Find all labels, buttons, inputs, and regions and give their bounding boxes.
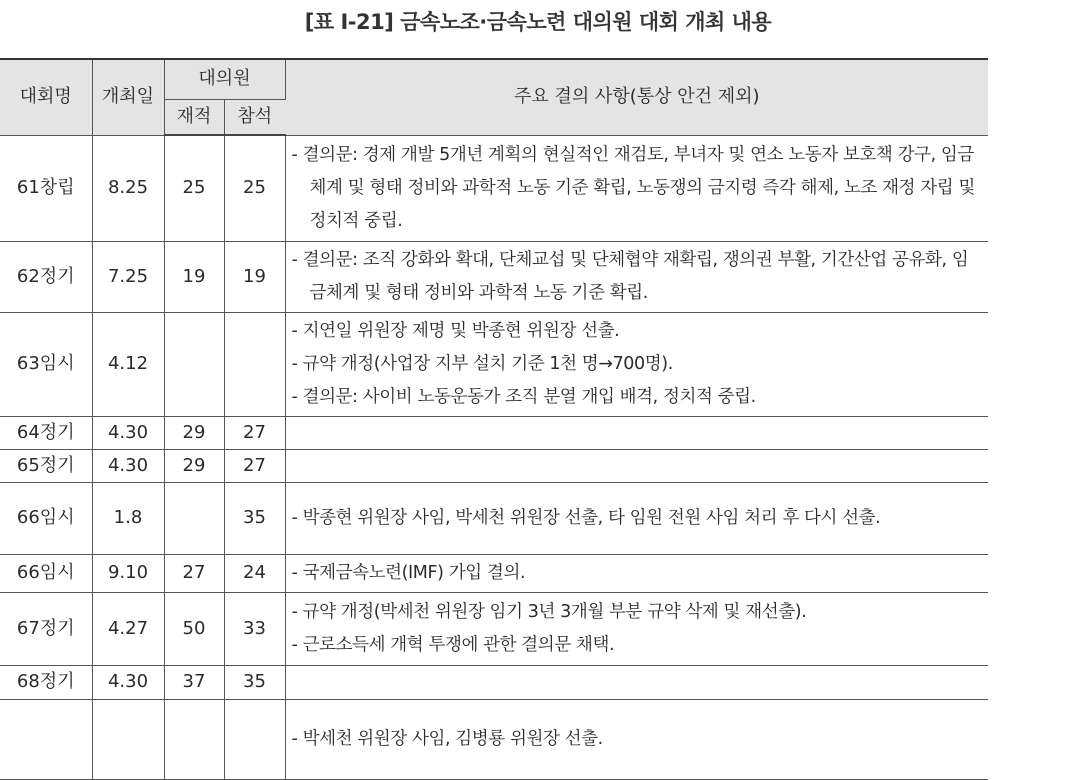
cell-resolutions bbox=[285, 665, 988, 699]
cell-name: 61창립 bbox=[0, 135, 92, 241]
cell-date: 4.30 bbox=[92, 416, 164, 449]
cell-enrolled: 27 bbox=[164, 554, 224, 592]
cell-resolutions bbox=[285, 699, 988, 779]
cell-date: 9.10 bbox=[92, 554, 164, 592]
cell-date: 4.27 bbox=[92, 592, 164, 665]
resolution-item: - 결의문: 경제 개발 5개년 계획의 현실적인 재검토, 부녀자 및 연소 노동자 보호책 강구, 임금체계 및 형태 정비와 과학적 노동 기준 확립, 노동쟁의 금지령 즉각 해제, 노조 재정 자립 및 정치적 중립. bbox=[291, 144, 975, 231]
meeting-table bbox=[0, 58, 988, 780]
cell-present: 33 bbox=[224, 592, 285, 665]
cell-date bbox=[92, 699, 164, 779]
resolution-item: - 박종현 위원장 사임, 박세천 위원장 선출, 타 임원 전원 사임 처리 후 다시 선출. bbox=[291, 507, 881, 528]
table-row bbox=[0, 416, 988, 449]
table-title: [표 Ⅰ-21] 금속노조·금속노련 대의원 대회 개최 내용 bbox=[304, 10, 772, 34]
header-enrolled: 재적 bbox=[164, 99, 224, 135]
cell-date: 1.8 bbox=[92, 482, 164, 554]
cell-resolutions bbox=[285, 554, 988, 592]
header-meeting-name: 대회명 bbox=[0, 59, 92, 135]
cell-name bbox=[0, 699, 92, 779]
table-row bbox=[0, 699, 988, 779]
header-date: 개최일 bbox=[92, 59, 164, 135]
header-delegates: 대의원 bbox=[164, 59, 285, 99]
cell-enrolled: 50 bbox=[164, 592, 224, 665]
cell-enrolled: 19 bbox=[164, 241, 224, 312]
cell-enrolled: 29 bbox=[164, 449, 224, 482]
resolution-item: - 지연일 위원장 제명 및 박종현 위원장 선출. bbox=[291, 320, 620, 341]
resolution-item: - 국제금속노련(IMF) 가입 결의. bbox=[291, 562, 526, 583]
resolution-item: - 규약 개정(박세천 위원장 임기 3년 3개월 부분 규약 삭제 및 재선출). bbox=[291, 601, 807, 622]
resolution-item: - 박세천 위원장 사임, 김병룡 위원장 선출. bbox=[291, 728, 603, 749]
resolution-item: - 근로소득세 개혁 투쟁에 관한 결의문 채택. bbox=[291, 634, 615, 655]
cell-date: 4.12 bbox=[92, 312, 164, 416]
cell-name: 66임시 bbox=[0, 554, 92, 592]
resolution-item: - 규약 개정(사업장 지부 설치 기준 1천 명→700명). bbox=[291, 353, 673, 374]
cell-enrolled bbox=[164, 699, 224, 779]
cell-resolutions bbox=[285, 592, 988, 665]
cell-present: 35 bbox=[224, 482, 285, 554]
cell-present: 19 bbox=[224, 241, 285, 312]
cell-name: 67정기 bbox=[0, 592, 92, 665]
cell-enrolled: 29 bbox=[164, 416, 224, 449]
cell-present: 25 bbox=[224, 135, 285, 241]
cell-date: 7.25 bbox=[92, 241, 164, 312]
resolution-item: - 결의문: 조직 강화와 확대, 단체교섭 및 단체협약 재확립, 쟁의권 부활, 기간산업 공유화, 임금체계 및 형태 정비와 과학적 노동 기준 확립. bbox=[291, 249, 969, 303]
cell-enrolled: 37 bbox=[164, 665, 224, 699]
table-row bbox=[0, 665, 988, 699]
cell-resolutions bbox=[285, 482, 988, 554]
cell-enrolled bbox=[164, 482, 224, 554]
table-row bbox=[0, 592, 988, 665]
cell-resolutions bbox=[285, 312, 988, 416]
cell-enrolled: 25 bbox=[164, 135, 224, 241]
cell-name: 66임시 bbox=[0, 482, 92, 554]
cell-present: 27 bbox=[224, 416, 285, 449]
table-row bbox=[0, 482, 988, 554]
header-resolutions: 주요 결의 사항(통상 안건 제외) bbox=[285, 59, 988, 135]
table-row bbox=[0, 135, 988, 241]
cell-date: 4.30 bbox=[92, 665, 164, 699]
cell-enrolled bbox=[164, 312, 224, 416]
cell-resolutions bbox=[285, 449, 988, 482]
cell-resolutions bbox=[285, 241, 988, 312]
cell-name: 62정기 bbox=[0, 241, 92, 312]
cell-date: 4.30 bbox=[92, 449, 164, 482]
resolution-item: - 결의문: 사이비 노동운동가 조직 분열 개입 배격, 정치적 중립. bbox=[291, 386, 756, 407]
header-present: 참석 bbox=[224, 99, 285, 135]
cell-name: 68정기 bbox=[0, 665, 92, 699]
cell-resolutions bbox=[285, 135, 988, 241]
cell-name: 65정기 bbox=[0, 449, 92, 482]
cell-name: 63임시 bbox=[0, 312, 92, 416]
cell-present: 35 bbox=[224, 665, 285, 699]
cell-present bbox=[224, 699, 285, 779]
table-row bbox=[0, 241, 988, 312]
table-body bbox=[0, 135, 988, 779]
cell-date: 8.25 bbox=[92, 135, 164, 241]
table-row bbox=[0, 449, 988, 482]
cell-present: 27 bbox=[224, 449, 285, 482]
cell-name: 64정기 bbox=[0, 416, 92, 449]
table-row bbox=[0, 312, 988, 416]
cell-resolutions bbox=[285, 416, 988, 449]
table-row bbox=[0, 554, 988, 592]
cell-present: 24 bbox=[224, 554, 285, 592]
cell-present bbox=[224, 312, 285, 416]
